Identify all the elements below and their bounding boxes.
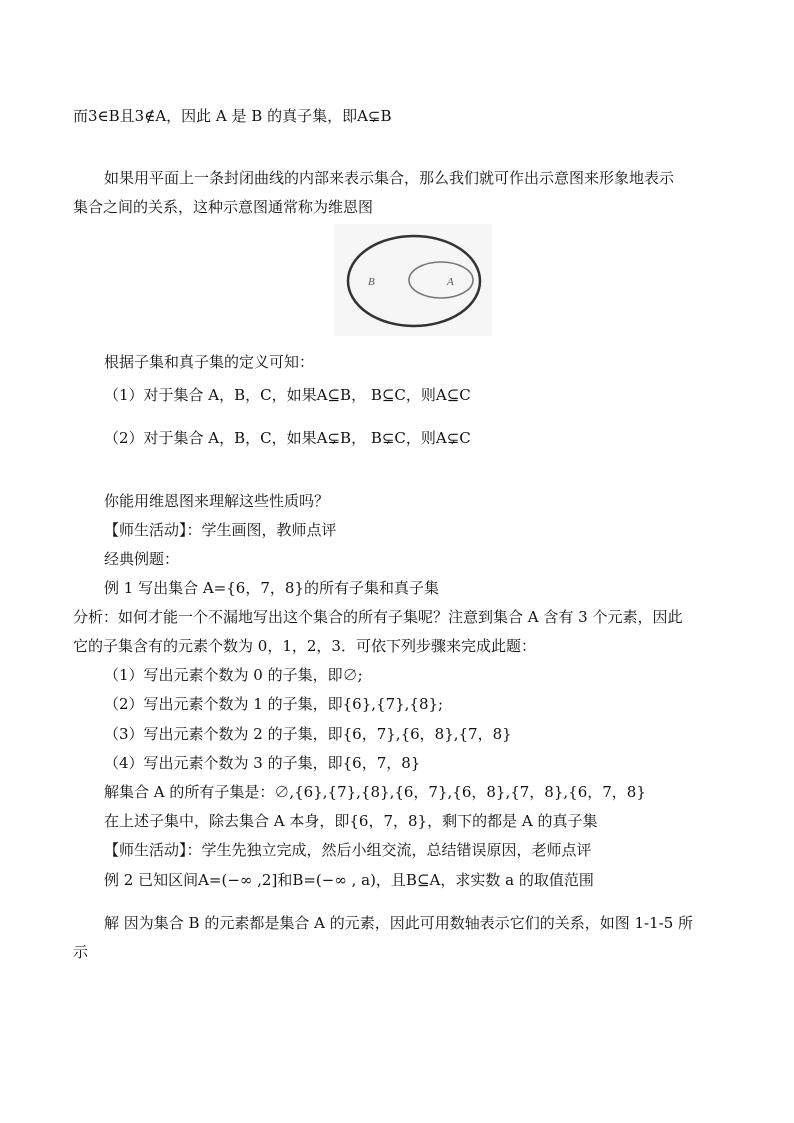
activity-line-2: 【师生活动】：学生先独立完成，然后小组交流，总结错误原因，老师点评 [104,841,592,859]
text-line-4: 根据子集和真子集的定义可知： [104,353,315,371]
solution-line-1: 解集合 A 的所有子集是：∅,{6},{7},{8},{6，7},{6，8},{7，8},{6，7，8} [104,783,646,801]
step-4: （4）写出元素个数为 3 的子集，即{6，7，8} [104,754,421,772]
analysis-line-2: 它的子集含有的元素个数为 0，1，2，3．可依下列步骤来完成此题： [73,637,536,655]
solution-2-line-1: 解 因为集合 B 的元素都是集合 A 的元素，因此可用数轴表示它们的关系，如图 1-1-5 所 [104,914,694,932]
solution-line-2: 在上述子集中，除去集合 A 本身，即{6，7，8}，剩下的都是 A 的真子集 [104,812,598,830]
example-1-title: 例 1 写出集合 A={6，7，8}的所有子集和真子集 [104,579,439,597]
activity-line-1: 【师生活动】：学生画图，教师点评 [104,521,337,539]
example-2-title: 例 2 已知区间A=(−∞ ,2]和B=(−∞ , a)，且B⊆A，求实数 a 的取值范围 [104,871,594,889]
venn-label-b: B [368,276,375,288]
property-2: （2）对于集合 A，B，C，如果A⊊B， B⊊C，则A⊊C [104,429,471,447]
text-line-2: 如果用平面上一条封闭曲线的内部来表示集合，那么我们就可作出示意图来形象地表示 [104,169,675,187]
text-line-7: 你能用维恩图来理解这些性质吗？ [104,492,330,510]
step-2: （2）写出元素个数为 1 的子集，即{6},{7},{8}; [104,695,444,713]
property-1: （1）对于集合 A，B，C，如果A⊆B， B⊆C，则A⊆C [104,386,471,404]
step-3: （3）写出元素个数为 2 的子集，即{6，7},{6，8},{7，8} [104,725,512,743]
text-line-1: 而3∈B且3∉A，因此 A 是 B 的真子集，即A⊊B [73,107,392,125]
solution-2-line-2: 示 [73,943,89,961]
step-1: （1）写出元素个数为 0 的子集，即∅; [104,666,363,684]
examples-heading: 经典例题： [104,550,180,568]
text-line-3: 集合之间的关系，这种示意图通常称为维恩图 [73,198,374,216]
venn-diagram [334,224,492,336]
analysis-line-1: 分析：如何才能一个不漏地写出这个集合的所有子集呢？注意到集合 A 含有 3 个元素，因此 [73,608,683,626]
venn-label-a: A [447,276,454,288]
venn-inner-ellipse [409,262,473,298]
